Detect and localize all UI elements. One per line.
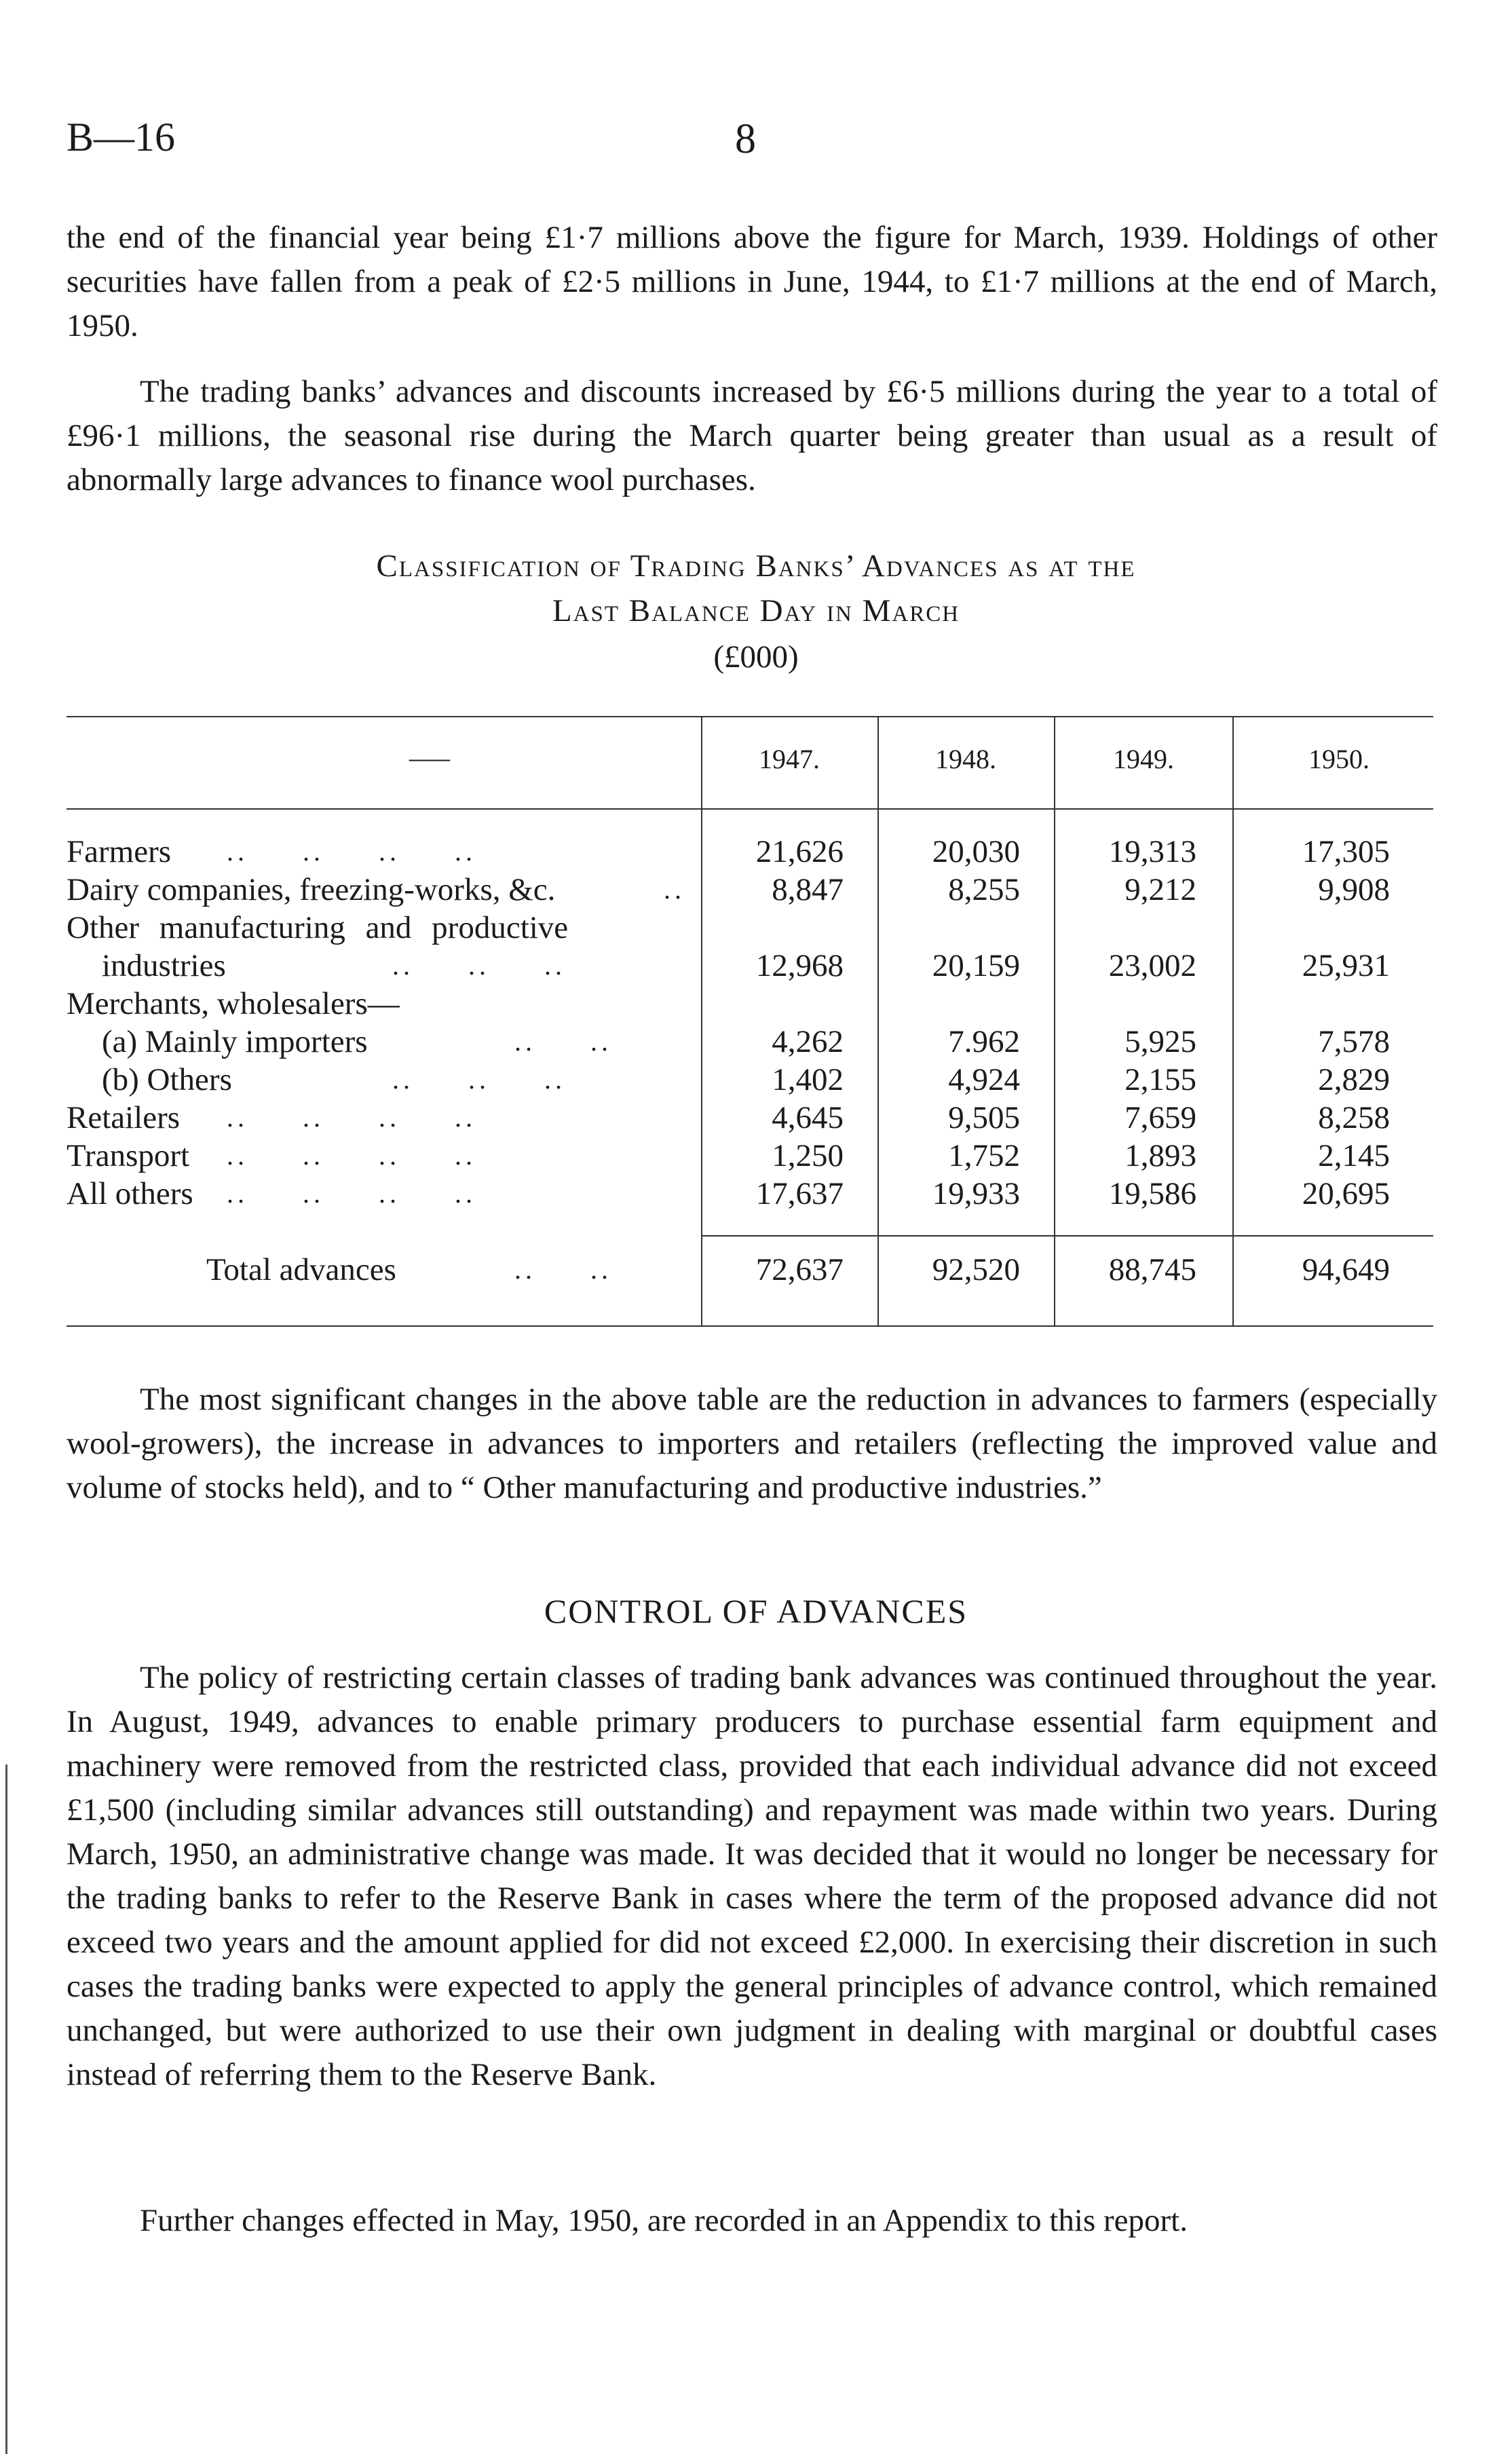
table-cell: 8,255 [948, 872, 1020, 907]
leader-dots: .. .. .. [392, 1064, 566, 1095]
table-cell: 4,645 [772, 1100, 844, 1135]
table-cell: 2,155 [1124, 1062, 1196, 1097]
table-cell: 19,313 [1108, 834, 1196, 869]
table-cell: 1,402 [772, 1062, 844, 1097]
table-cell: 8,847 [772, 872, 844, 907]
row-label: (b) Others [102, 1062, 232, 1097]
paragraph-further-changes: Further changes effected in May, 1950, are recorded in an Appendix to this report. [140, 2203, 1188, 2238]
table-cell: 20,695 [1302, 1176, 1390, 1211]
table-cell: 4,924 [948, 1062, 1020, 1097]
col-divider-4 [1232, 716, 1234, 1325]
total-cell: 72,637 [755, 1252, 844, 1287]
total-cell: 92,520 [932, 1252, 1020, 1287]
table-cell: 20,030 [932, 834, 1020, 869]
page-number: 8 [735, 116, 756, 162]
table-cell: 19,933 [932, 1176, 1020, 1211]
table-cell: 7,659 [1124, 1100, 1196, 1135]
margin-rule [5, 1764, 7, 2454]
col-divider-1 [701, 716, 702, 1325]
table-cell: 25,931 [1302, 948, 1390, 983]
table-cell: 12,968 [755, 948, 844, 983]
advances-table [67, 716, 1433, 1343]
table-cell: 8,258 [1318, 1100, 1390, 1135]
table-units: (£000) [713, 639, 799, 675]
row-label: Dairy companies, freezing-works, &c. [67, 872, 556, 907]
stub-header: —– [409, 742, 450, 773]
col-header-1948: 1948. [935, 744, 996, 774]
table-bottom-rule [67, 1325, 1433, 1327]
paragraph-table-commentary: The most significant changes in the above table are the reduction in advances to farmers (especially wool-growers), the increase in advances to importers and retailers (reflecting the improved value and volume of stocks held), and to “ Other manufacturing and productive industries.” [67, 1382, 1437, 1505]
row-label: Farmers [67, 834, 172, 869]
document-reference: B—16 [67, 115, 176, 159]
table-cell: 1,250 [772, 1138, 844, 1173]
row-label: Transport [67, 1138, 190, 1173]
table-cell: 19,586 [1108, 1176, 1196, 1211]
table-cell: 9,908 [1318, 872, 1390, 907]
total-label: Total advances [206, 1252, 396, 1287]
table-cell: 17,637 [755, 1176, 844, 1211]
row-label: Merchants, wholesalers— [67, 986, 400, 1021]
table-cell: 21,626 [755, 834, 844, 869]
table-cell: 17,305 [1302, 834, 1390, 869]
table-cell: 5,925 [1124, 1024, 1196, 1059]
leader-dots: .. .. [514, 1254, 612, 1285]
leader-dots: .. .. .. .. [227, 1102, 476, 1133]
paragraph-control-policy: The policy of restricting certain classes of trading bank advances was continued throughout the year. In August, 1949, advances to enable primary producers to purchase essential farm equipment and machinery were removed from the restricted class, provided that each individual advance did not exceed £1,500 (including similar advances still outstanding) and repayment was made within two years. During March, 1950, an administrative change was made. It was decided that it would no longer be necessary for the trading banks to refer to the Reserve Bank in cases where the term of the proposed advance did not exceed two years and the amount applied for did not exceed £2,000. In exercising their discretion in such cases the trading banks were expected to apply the general principles of advance control, which remained unchanged, but were authorized to use their own judgment in dealing with marginal or doubtful cases instead of referring them to the Reserve Bank. [67, 1660, 1437, 2092]
row-label: industries [102, 948, 226, 983]
table-caption-line2: Last Balance Day in March [552, 593, 960, 628]
table-caption-line1: Classification of Trading Banks’ Advances as at the [376, 548, 1136, 584]
leader-dots: .. .. .. [392, 950, 566, 981]
table-cell: 4,262 [772, 1024, 844, 1059]
leader-dots: .. .. .. .. [227, 1140, 476, 1171]
table-cell: 7,578 [1318, 1024, 1390, 1059]
table-cell: 2,145 [1318, 1138, 1390, 1173]
leader-dots: .. .. .. .. [227, 1178, 476, 1209]
table-cell: 20,159 [932, 948, 1020, 983]
table-header-rule [67, 808, 1433, 810]
col-header-1950: 1950. [1308, 744, 1369, 774]
total-cell: 88,745 [1108, 1252, 1196, 1287]
leader-dots: .. .. .. .. [227, 836, 476, 867]
table-cell: 23,002 [1108, 948, 1196, 983]
col-header-1947: 1947. [759, 744, 820, 774]
table-cell: 7.962 [948, 1024, 1020, 1059]
row-label: (a) Mainly importers [102, 1024, 368, 1059]
col-header-1949: 1949. [1113, 744, 1174, 774]
leader-dots: .. [664, 874, 685, 905]
leader-dots: .. .. [514, 1026, 612, 1057]
total-cell: 94,649 [1302, 1252, 1390, 1287]
paragraph-continuation: the end of the financial year being £1·7 millions above the figure for March, 1939. Holdings of other securities have fallen from a peak of £2·5 millions in June, 1944, to £1·7 millions at the end of March, 1950. [67, 220, 1437, 343]
section-heading: CONTROL OF ADVANCES [544, 1592, 968, 1630]
row-label: Retailers [67, 1100, 181, 1135]
table-top-rule [67, 716, 1433, 717]
table-cell: 1,893 [1124, 1138, 1196, 1173]
row-label: All others [67, 1176, 193, 1211]
col-divider-2 [877, 716, 879, 1325]
col-divider-3 [1054, 716, 1055, 1325]
row-label: Other manufacturing and productive [67, 910, 569, 945]
table-cell: 1,752 [948, 1138, 1020, 1173]
paragraph-trading-advances: The trading banks’ advances and discounts increased by £6·5 millions during the year to a total of £96·1 millions, the seasonal rise during the March quarter being greater than usual as a result of abnormally large advances to finance wool purchases. [67, 374, 1437, 497]
table-cell: 2,829 [1318, 1062, 1390, 1097]
table-cell: 9,212 [1124, 872, 1196, 907]
table-cell: 9,505 [948, 1100, 1020, 1135]
table-total-rule [701, 1235, 1433, 1237]
